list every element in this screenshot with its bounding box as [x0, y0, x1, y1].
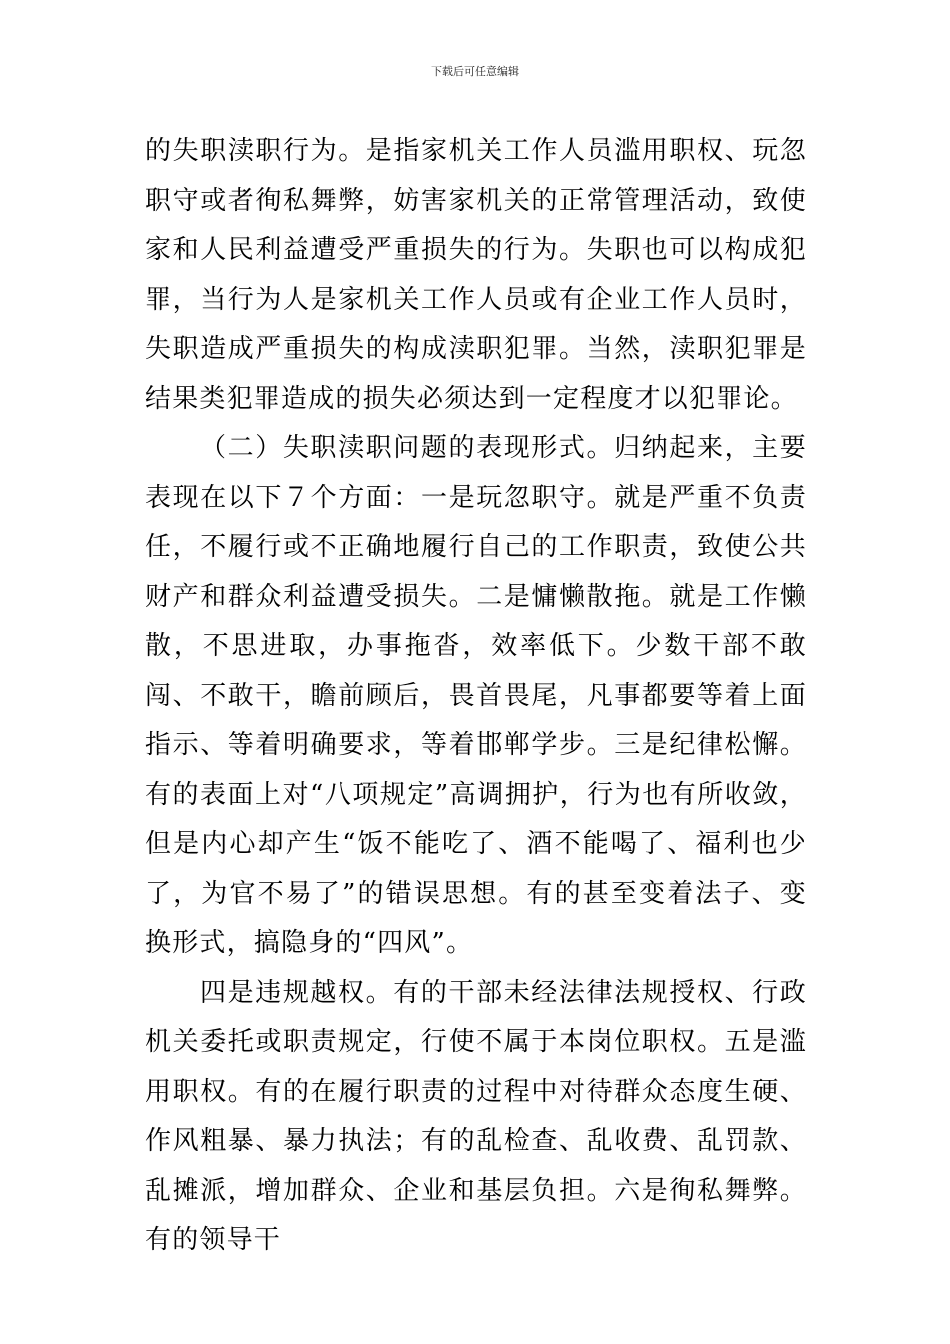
paragraph-2: （二）失职渎职问题的表现形式。归纳起来，主要表现在以下７个方面：一是玩忽职守。就是严重不负责任，不履行或不正确地履行自己的工作职责，致使公共财产和群众利益遭受损失。二是慵懒散拖。就是工作懒散，不思进取，办事拖沓，效率低下。少数干部不敢闯、不敢干，瞻前顾后，畏首畏尾，凡事都要等着上面指示、等着明确要求，等着邯郸学步。三是纪律松懈。有的表面上对“八项规定”高调拥护，行为也有所收敛，但是内心却产生“饭不能吃了、酒不能喝了、福利也少了，为官不易了”的错误思想。有的甚至变着法子、变换形式，搞隐身的“四风”。	[145, 433, 807, 958]
page-header: 下载后可任意编辑	[431, 65, 519, 78]
paragraph-1: 的失职渎职行为。是指家机关工作人员滥用职权、玩忽职守或者徇私舞弊，妨害家机关的正常管理活动，致使家和人民利益遭受严重损失的行为。失职也可以构成犯罪，当行为人是家机关工作人员或有企业工作人员时，失职造成严重损失的构成渎职犯罪。当然，渎职犯罪是结果类犯罪造成的损失必须达到一定程度才以犯罪论。	[145, 136, 807, 414]
document-body	[145, 127, 807, 1266]
paragraph-3: 四是违规越权。有的干部未经法律法规授权、行政机关委托或职责规定，行使不属于本岗位职权。五是滥用职权。有的在履行职责的过程中对待群众态度生硬、作风粗暴、暴力执法；有的乱检查、乱收费、乱罚款、乱摊派，增加群众、企业和基层负担。六是徇私舞弊。有的领导干	[145, 977, 807, 1255]
